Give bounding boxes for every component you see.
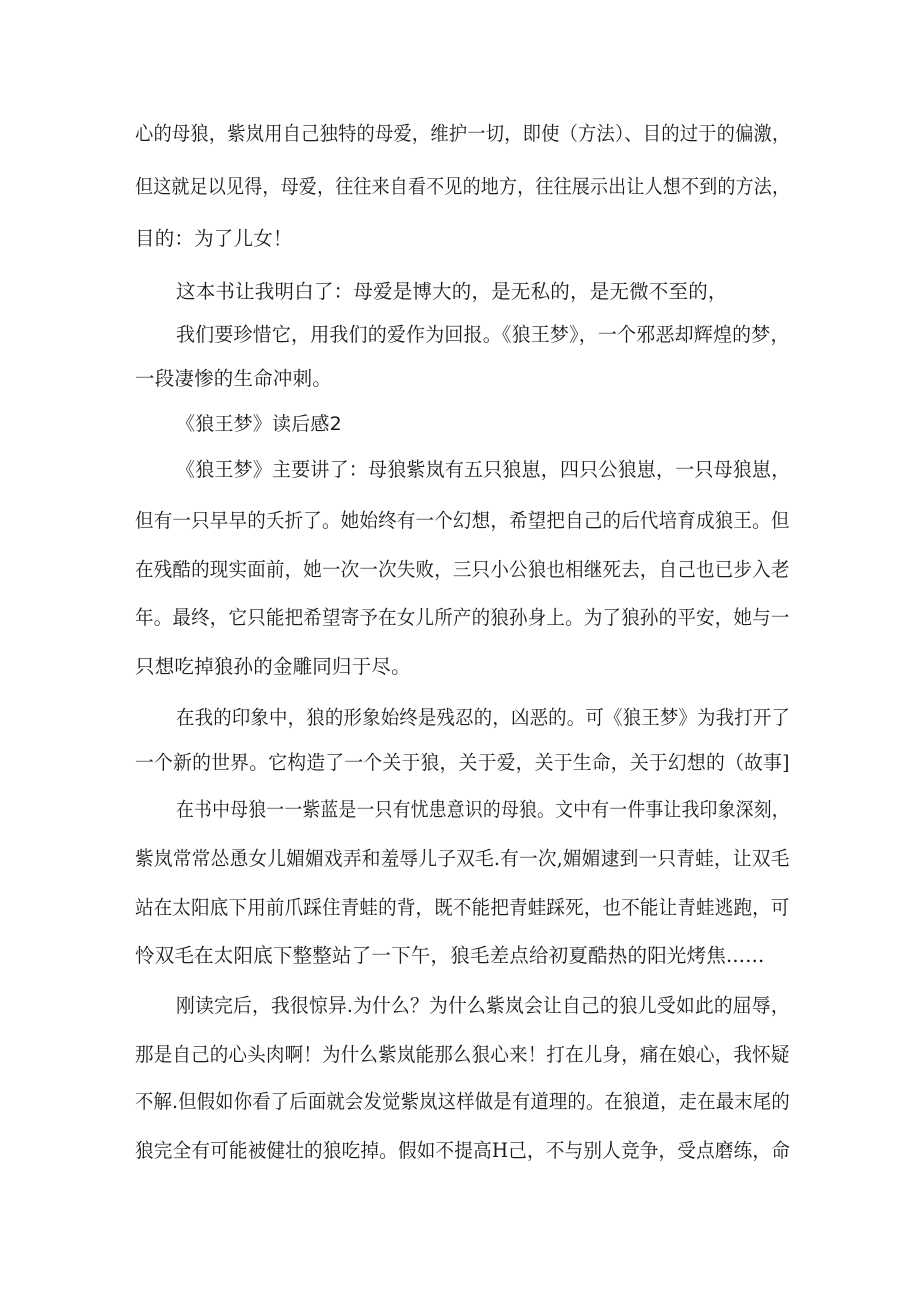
text-line: 这本书让我明白了：母爱是博大的，是无私的，是无微不至的， [176, 280, 728, 303]
text-line: 但有一只早早的夭折了。她始终有一个幻想，希望把自己的后代培育成狼王。但 [135, 509, 790, 532]
text-line: 年。最终，它只能把希望寄予在女儿所产的狼孙身上。为了狼孙的平安，她与一 [135, 606, 790, 629]
text-line: 在残酷的现实面前，她一次一次失败，三只小公狼也相继死去，自己也已步入老 [135, 558, 790, 581]
text-line: 那是自己的心头肉啊！为什么紫岚能那么狠心来！打在儿身，痛在娘心，我怀疑 [135, 1043, 790, 1066]
text-line: 《狼王梦》主要讲了：母狼紫岚有五只狼崽，四只公狼崽，一只母狼崽， [176, 458, 791, 481]
text-line: 一个新的世界。它构造了一个关于狼，关于爱，关于生命，关于幻想的（故事] [135, 751, 790, 774]
text-line: 怜双毛在太阳底下整整站了一下午，狼毛差点给初夏酷热的阳光烤焦...... [135, 944, 765, 967]
text-line: 狼完全有可能被健壮的狼吃掉。假如不提高H己，不与别人竞争，受点磨练，命 [135, 1139, 791, 1162]
text-line: 站在太阳底下用前爪踩住青蛙的背，既不能把青蛙踩死，也不能让青蛙逃跑，可 [135, 896, 790, 919]
text-line: 目的：为了儿女！ [135, 227, 293, 250]
text-line: 在书中母狼一一紫蓝是一只有忧患意识的母狼。文中有一件事让我印象深刻， [176, 798, 790, 821]
text-line: 但这就足以见得，母爱，往往来自看不见的地方，往往展示出让人想不到的方法， [135, 175, 791, 198]
text-line: 只想吃掉狼孙的金雕同归于尽。 [135, 655, 411, 678]
text-line: 刚读完后，我很惊异.为什么？为什么紫岚会让自己的狼儿受如此的屈辱， [176, 994, 790, 1017]
text-line: 我们要珍惜它，用我们的爱作为回报。《狼王梦》，一个邪恶却辉煌的梦， [176, 323, 790, 346]
text-line: 一段凄惨的生命冲刺。 [135, 367, 333, 390]
text-line: 在我的印象中，狼的形象始终是残忍的，凶恶的。可《狼王梦》为我打开了 [176, 706, 791, 729]
text-line: 心的母狼，紫岚用自己独特的母爱，维护一切，即使（方法）、目的过于的偏激， [135, 122, 791, 145]
text-line: 紫岚常常怂恿女儿媚媚戏弄和羞辱儿子双毛.有一次,媚媚逮到一只青蛙，让双毛 [135, 847, 790, 870]
section-heading: 《狼王梦》读后感2 [176, 413, 342, 435]
text-line: 不解.但假如你看了后面就会发觉紫岚这样做是有道理的。在狼道，走在最末尾的 [135, 1090, 790, 1113]
